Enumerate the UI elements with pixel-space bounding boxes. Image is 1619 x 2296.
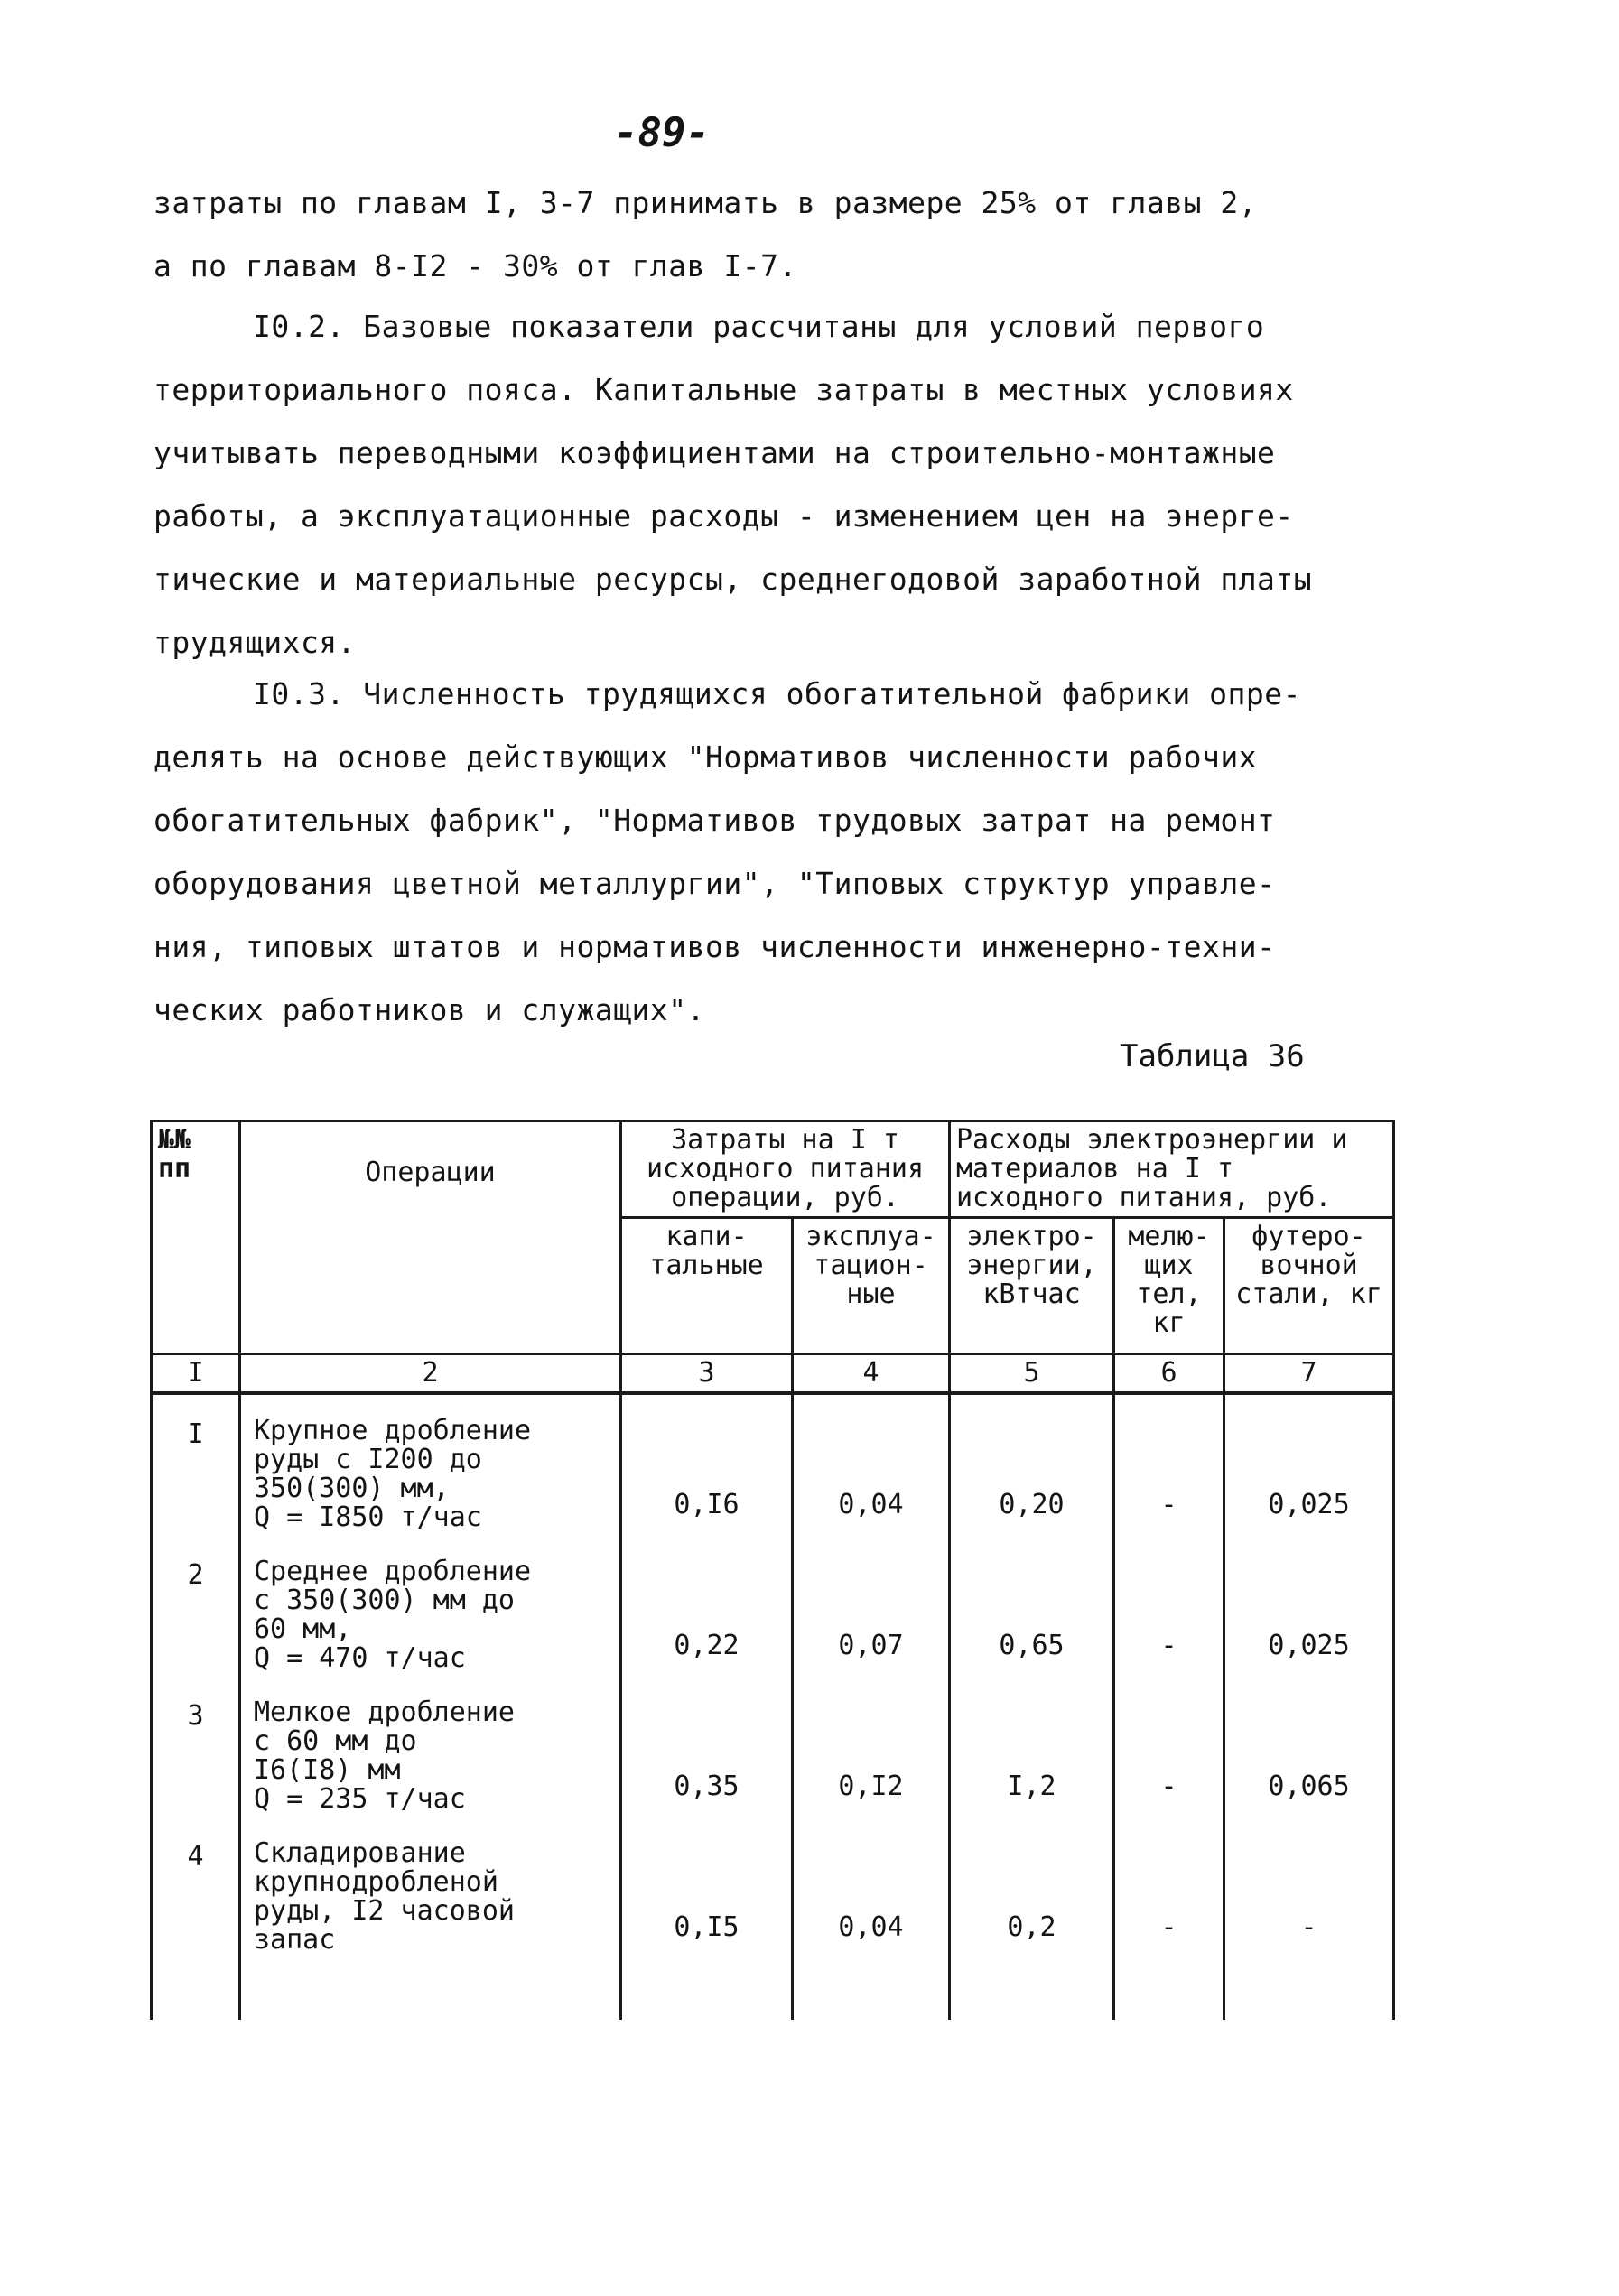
header-expenses-group: Расходы электроэнергии и материалов на I т исходного питания, руб. [950, 1121, 1394, 1218]
table-caption: Таблица 36 [1120, 1038, 1305, 1074]
empty-cell [621, 1958, 793, 2020]
operation-line: Складирование [254, 1837, 466, 1869]
header-grinding-bodies: мелю- щих тел, кг [1114, 1218, 1224, 1354]
paragraph-1 [154, 172, 1418, 298]
operating-cost: 0,04 [793, 1393, 950, 1536]
text-line: ния, типовых штатов и нормативов численности инженерно-техни- [154, 929, 1276, 964]
capital-cost: 0,I5 [621, 1817, 793, 1958]
operation-line: I6(I8) мм [254, 1754, 401, 1786]
text-line: делять на основе действующих "Нормативов численности рабочих [154, 739, 1258, 775]
operations-table [150, 1120, 1392, 2020]
text-line: ческих работников и служащих". [154, 992, 706, 1027]
empty-cell [240, 1958, 621, 2020]
lining-steel-use: 0,025 [1224, 1536, 1394, 1677]
column-number: 4 [793, 1354, 950, 1394]
text-line: I0.2. Базовые показатели рассчитаны для условий первого [253, 309, 1265, 344]
operation-line: Мелкое дробление [254, 1696, 515, 1728]
text-line: а по главам 8-I2 - 30% от глав I-7. [154, 248, 797, 284]
operation-line: 60 мм, [254, 1613, 352, 1645]
operation-line: запас [254, 1924, 336, 1956]
text-line: I0.3. Численность трудящихся обогатительной фабрики опре- [253, 676, 1301, 711]
column-number: I [152, 1354, 240, 1394]
column-number: 7 [1224, 1354, 1394, 1394]
operation-line: крупнодробленой [254, 1866, 498, 1898]
table-row [152, 1817, 1394, 1958]
lining-steel-use: 0,065 [1224, 1677, 1394, 1817]
operation-line: с 350(300) мм до [254, 1585, 515, 1616]
operation-line: Q = 470 т/час [254, 1642, 466, 1674]
electricity-use: 0,2 [950, 1817, 1114, 1958]
text-line: учитывать переводными коэффициентами на строительно-монтажные [154, 435, 1276, 470]
grinding-bodies-use: - [1114, 1536, 1224, 1677]
header-lining-steel: футеро- вочной стали, кг [1224, 1218, 1394, 1354]
row-number: 3 [152, 1677, 240, 1817]
table-row [152, 1536, 1394, 1677]
electricity-use: 0,20 [950, 1393, 1114, 1536]
table-row-continuation [152, 1958, 1394, 2020]
capital-cost: 0,I6 [621, 1393, 793, 1536]
header-electricity: электро- энергии, кВтчас [950, 1218, 1114, 1354]
operation-line: Q = 235 т/час [254, 1783, 466, 1815]
row-number: I [152, 1393, 240, 1536]
header-costs-group: Затраты на I т исходного питания операции, руб. [621, 1121, 950, 1218]
text-line: обогатительных фабрик", "Нормативов трудовых затрат на ремонт [154, 803, 1276, 838]
grinding-bodies-use: - [1114, 1677, 1224, 1817]
row-number: 4 [152, 1817, 240, 1958]
text-line: оборудования цветной металлургии", "Типовых структур управле- [154, 866, 1276, 901]
capital-cost: 0,22 [621, 1536, 793, 1677]
header-row-number: №№ пп [152, 1121, 240, 1354]
operation-line: Среднее дробление [254, 1556, 532, 1587]
header-operations: Операции [240, 1121, 621, 1354]
empty-cell [1224, 1958, 1394, 2020]
column-number: 2 [240, 1354, 621, 1394]
capital-cost: 0,35 [621, 1677, 793, 1817]
lining-steel-use: - [1224, 1817, 1394, 1958]
operation-name [240, 1536, 621, 1677]
lining-steel-use: 0,025 [1224, 1393, 1394, 1536]
operation-line: с 60 мм до [254, 1725, 417, 1757]
column-number: 6 [1114, 1354, 1224, 1394]
operation-line: руды с I200 до [254, 1444, 482, 1475]
column-number: 5 [950, 1354, 1114, 1394]
operation-line: 350(300) мм, [254, 1473, 450, 1504]
grinding-bodies-use: - [1114, 1817, 1224, 1958]
row-number: 2 [152, 1536, 240, 1677]
electricity-use: 0,65 [950, 1536, 1114, 1677]
page-number: -89- [614, 110, 710, 156]
header-capital: капи- тальные [621, 1218, 793, 1354]
empty-cell [152, 1958, 240, 2020]
operating-cost: 0,07 [793, 1536, 950, 1677]
empty-cell [950, 1958, 1114, 2020]
paragraph-2 [154, 295, 1418, 674]
empty-cell [1114, 1958, 1224, 2020]
operation-line: руды, I2 часовой [254, 1895, 515, 1927]
table-row [152, 1393, 1394, 1536]
text-line: затраты по главам I, 3-7 принимать в размере 25% от главы 2, [154, 185, 1258, 220]
operation-name [240, 1677, 621, 1817]
text-line: территориального пояса. Капитальные затраты в местных условиях [154, 372, 1294, 407]
empty-cell [793, 1958, 950, 2020]
operation-name [240, 1393, 621, 1536]
text-line: тические и материальные ресурсы, среднегодовой заработной платы [154, 562, 1313, 597]
electricity-use: I,2 [950, 1677, 1114, 1817]
operating-cost: 0,I2 [793, 1677, 950, 1817]
operating-cost: 0,04 [793, 1817, 950, 1958]
operation-line: Крупное дробление [254, 1415, 532, 1446]
paragraph-3 [154, 663, 1418, 1042]
header-operating: эксплуа- тацион- ные [793, 1218, 950, 1354]
text-line: трудящихся. [154, 625, 357, 660]
table-row [152, 1677, 1394, 1817]
column-number-row [152, 1354, 1394, 1394]
grinding-bodies-use: - [1114, 1393, 1224, 1536]
column-number: 3 [621, 1354, 793, 1394]
text-line: работы, а эксплуатационные расходы - изменением цен на энерге- [154, 498, 1294, 534]
operation-line: Q = I850 т/час [254, 1501, 482, 1533]
operation-name [240, 1817, 621, 1958]
